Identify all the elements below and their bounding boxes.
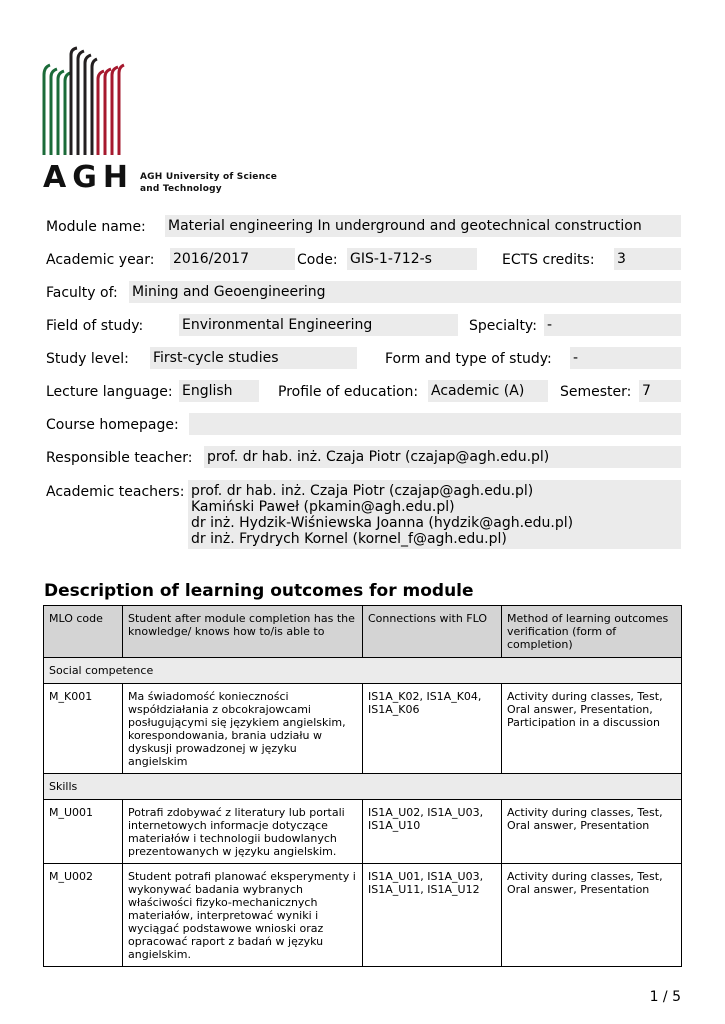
study-level-label: Study level: bbox=[46, 351, 129, 367]
form-type-label: Form and type of study: bbox=[385, 351, 552, 367]
form-type-value: - bbox=[570, 347, 681, 369]
faculty-label: Faculty of: bbox=[46, 285, 118, 301]
field-of-study-label: Field of study: bbox=[46, 318, 144, 334]
method-cell: Activity during classes, Test, Oral answer, Presentation, Participation in a discussion bbox=[502, 684, 682, 774]
column-header: Method of learning outcomes verification (form of completion) bbox=[502, 606, 682, 658]
university-name-line1: AGH University of Science bbox=[140, 172, 278, 182]
academic-teacher-item: dr inż. Frydrych Kornel (kornel_f@agh.edu.pl) bbox=[191, 531, 507, 547]
academic-teachers-label: Academic teachers: bbox=[46, 484, 185, 500]
agh-wordmark: AGH bbox=[43, 160, 134, 195]
table-row bbox=[44, 800, 682, 864]
language-value: English bbox=[179, 380, 259, 402]
section-label: Social competence bbox=[44, 658, 682, 684]
table-header-row bbox=[44, 606, 682, 658]
specialty-value: - bbox=[544, 314, 681, 336]
semester-label: Semester: bbox=[560, 384, 632, 400]
academic-teachers-list bbox=[188, 480, 681, 549]
flo-cell: IS1A_U01, IS1A_U03, IS1A_U11, IS1A_U12 bbox=[363, 864, 502, 967]
semester-value: 7 bbox=[639, 380, 681, 402]
agh-emblem-icon bbox=[40, 45, 130, 160]
table-row bbox=[44, 684, 682, 774]
ects-label: ECTS credits: bbox=[502, 252, 595, 268]
academic-teacher-item: prof. dr hab. inż. Czaja Piotr (czajap@agh.edu.pl) bbox=[191, 483, 534, 499]
table-section-row bbox=[44, 658, 682, 684]
academic-year-label: Academic year: bbox=[46, 252, 155, 268]
section-title: Description of learning outcomes for module bbox=[44, 581, 474, 601]
mlo-code-cell: M_U001 bbox=[44, 800, 123, 864]
code-label: Code: bbox=[297, 252, 338, 268]
mlo-code-cell: M_U002 bbox=[44, 864, 123, 967]
profile-label: Profile of education: bbox=[278, 384, 419, 400]
page-number: 1 / 5 bbox=[649, 989, 681, 1005]
specialty-label: Specialty: bbox=[469, 318, 537, 334]
flo-cell: IS1A_U02, IS1A_U03, IS1A_U10 bbox=[363, 800, 502, 864]
field-of-study-value: Environmental Engineering bbox=[179, 314, 458, 336]
learning-outcomes-table bbox=[43, 605, 682, 967]
column-header: Connections with FLO bbox=[363, 606, 502, 658]
study-level-value: First-cycle studies bbox=[150, 347, 357, 369]
agh-logo bbox=[40, 45, 278, 200]
table-section-row bbox=[44, 774, 682, 800]
ects-value: 3 bbox=[614, 248, 681, 270]
academic-year-value: 2016/2017 bbox=[170, 248, 295, 270]
responsible-teacher-label: Responsible teacher: bbox=[46, 450, 193, 466]
column-header: MLO code bbox=[44, 606, 123, 658]
responsible-teacher-value: prof. dr hab. inż. Czaja Piotr (czajap@agh.edu.pl) bbox=[204, 446, 681, 468]
homepage-value bbox=[189, 413, 681, 435]
academic-teacher-item: Kamiński Paweł (pkamin@agh.edu.pl) bbox=[191, 499, 455, 515]
outcome-cell: Student potrafi planować eksperymenty i wykonywać badania wybranych właściwości fizyko-mechanicznych materiałów, interpretować wyniki i wyciągać podstawowe wnioski oraz opracować raport z badań w języku angielskim. bbox=[123, 864, 363, 967]
academic-teacher-item: dr inż. Hydzik-Wiśniewska Joanna (hydzik@agh.edu.pl) bbox=[191, 515, 574, 531]
method-cell: Activity during classes, Test, Oral answer, Presentation bbox=[502, 864, 682, 967]
code-value: GIS-1-712-s bbox=[347, 248, 477, 270]
module-name-value: Material engineering In underground and geotechnical construction bbox=[165, 215, 681, 237]
outcome-cell: Ma świadomość konieczności współdziałania z obcokrajowcami posługującymi się językiem angielskim, korespondowania, brania udziału w dyskusji prowadzonej w języku angielskim bbox=[123, 684, 363, 774]
section-label: Skills bbox=[44, 774, 682, 800]
mlo-code-cell: M_K001 bbox=[44, 684, 123, 774]
faculty-value: Mining and Geoengineering bbox=[129, 281, 681, 303]
method-cell: Activity during classes, Test, Oral answer, Presentation bbox=[502, 800, 682, 864]
language-label: Lecture language: bbox=[46, 384, 173, 400]
university-name-line2: and Technology bbox=[140, 184, 222, 194]
module-name-label: Module name: bbox=[46, 219, 146, 235]
column-header: Student after module completion has the knowledge/ knows how to/is able to bbox=[123, 606, 363, 658]
table-row bbox=[44, 864, 682, 967]
profile-value: Academic (A) bbox=[428, 380, 548, 402]
flo-cell: IS1A_K02, IS1A_K04, IS1A_K06 bbox=[363, 684, 502, 774]
outcome-cell: Potrafi zdobywać z literatury lub portali internetowych informacje dotyczące materiałów i technologii budowlanych prezentowanych w języku angielskim. bbox=[123, 800, 363, 864]
homepage-label: Course homepage: bbox=[46, 417, 179, 433]
